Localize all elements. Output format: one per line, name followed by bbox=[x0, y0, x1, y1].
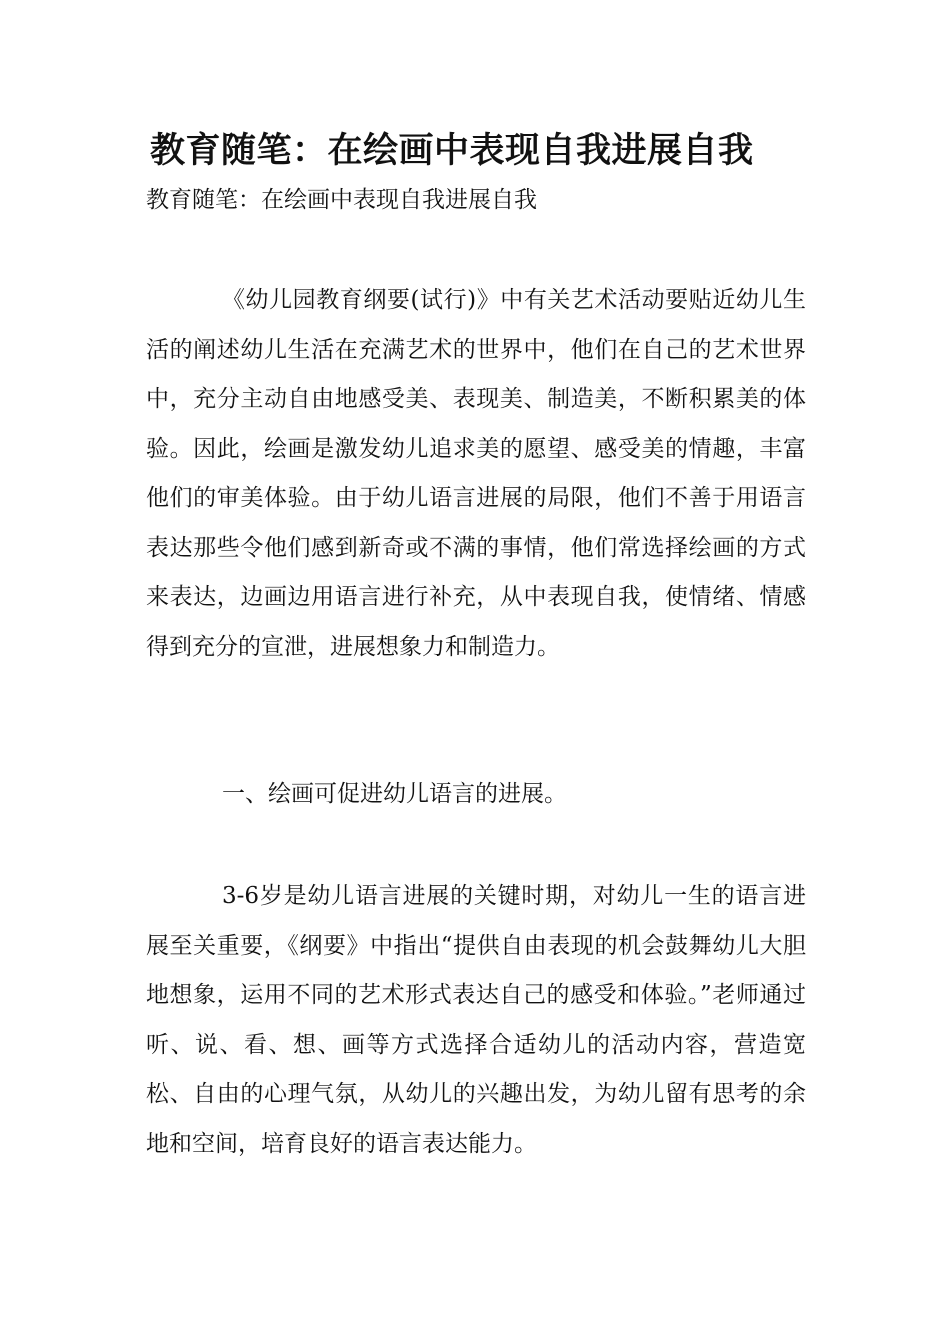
paragraph-section-1: 3-6岁是幼儿语言进展的关键时期，对幼儿一生的语言进展至关重要，《纲要》中指出“提供自由表现的机会鼓舞幼儿大胆地想象，运用不同的艺术形式表达自己的感受和体验。”老师通过听、说、看、想、画等方式选择合适幼儿的活动内容，营造宽松、自由的心理气氛，从幼儿的兴趣出发，为幼儿留有思考的余地和空间，培育良好的语言表达能力。 bbox=[146, 883, 806, 1157]
section-heading: 一、绘画可促进幼儿语言的进展。 bbox=[222, 781, 567, 807]
document-subtitle: 教育随笔：在绘画中表现自我进展自我 bbox=[146, 187, 537, 213]
paragraph-intro: 《幼儿园教育纲要(试行)》中有关艺术活动要贴近幼儿生活的阐述幼儿生活在充满艺术的世界中，他们在自己的艺术世界中，充分主动自由地感受美、表现美、制造美，不断积累美的体验。因此，绘画是激发幼儿追求美的愿望、感受美的情趣，丰富他们的审美体验。由于幼儿语言进展的局限，他们不善于用语言表达那些令他们感到新奇或不满的事情，他们常选择绘画的方式来表达，边画边用语言进行补充，从中表现自我，使情绪、情感得到充分的宣泄，进展想象力和制造力。 bbox=[146, 287, 806, 660]
document-title: 教育随笔：在绘画中表现自我进展自我 bbox=[150, 131, 754, 171]
